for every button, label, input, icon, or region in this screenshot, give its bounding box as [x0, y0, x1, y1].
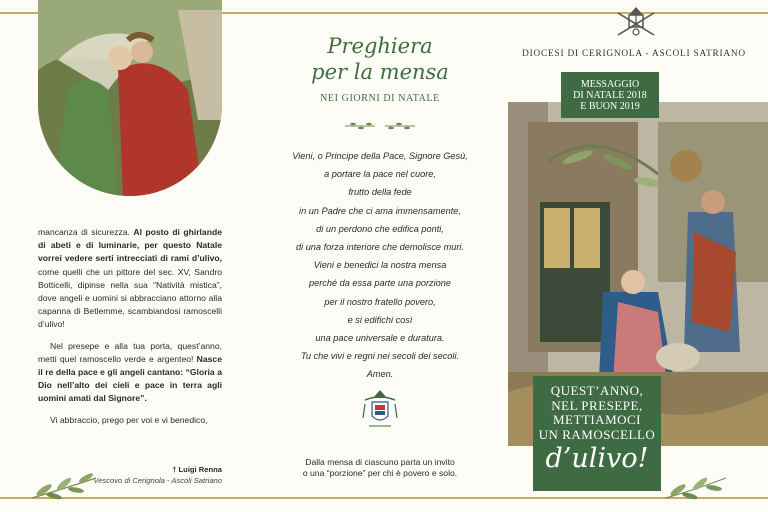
prayer-line: a portare la pace nel cuore,	[324, 169, 436, 180]
christmas-message-box: MESSAGGIO DI NATALE 2018 E BUON 2019	[561, 72, 659, 118]
olive-sprig-left-icon	[30, 472, 100, 502]
prayer-text	[262, 147, 498, 384]
signature-role: Vescovo di Cerignola - Ascoli Satriano	[93, 476, 222, 485]
prayer-title: Preghiera per la mensa	[311, 34, 449, 84]
bottom-gold-line	[0, 497, 768, 499]
prayer-line: e si edifichi così	[347, 314, 413, 325]
prayer-line: Vieni, o Principe della Pace, Signore Gesù,	[292, 151, 468, 161]
signature-name: † Luigi Renna	[172, 465, 222, 474]
bishop-crest-icon	[361, 388, 399, 428]
botticelli-painting	[38, 0, 222, 196]
prayer-line: Vieni e benedici la nostra mensa	[313, 260, 447, 271]
letter-text	[38, 226, 222, 435]
prayer-line: in un Padre che ci ama immensamente,	[299, 205, 461, 216]
slogan-box	[533, 376, 661, 491]
diocese-name: DIOCESI DI CERIGNOLA - ASCOLI SATRIANO	[522, 49, 746, 59]
slogan-line: UN RAMOSCELLO	[538, 426, 656, 442]
prayer-line: di un perdono che edifica ponti,	[316, 223, 444, 234]
prayer-subtitle: NEI GIORNI DI NATALE	[320, 93, 440, 104]
prayer-line: Amen.	[366, 369, 394, 380]
letter-paragraph-3: Vi abbraccio, prego per voi e vi benedico,	[50, 414, 208, 425]
letter-paragraph-1: mancanza di sicurezza. Al posto di ghirlande di abeti e di luminarie, per questo Natale vorrei vedere serti intrecciati di rami d’ulivo, come quelli che un pittore del sec. XV, Sandro Botticelli, dipinse nella sua “Natività mistica”, dove angeli e uomini si abbracciano attorno alla capanna di Betlemme, scambiandosi ramoscelli d’ulivo!	[38, 227, 222, 330]
slogan-line: NEL PRESEPE,	[551, 397, 643, 413]
prayer-line: frutto della fede	[348, 187, 412, 198]
olive-divider-icon	[345, 121, 415, 131]
slogan-script: d’ulivo!	[545, 443, 649, 474]
letter-paragraph-2: Nel presepe e alla tua porta, quest’anno, metti quel ramoscello verde e argenteo! Nasce il re della pace e gli angeli cantano: “Gloria a Dio nell’alto dei cieli e pace in terra agli uomini amati dal Signore”.	[38, 340, 222, 404]
prayer-line: Tu che vivi e regni nei secoli dei secoli.	[300, 351, 460, 362]
diocese-logo-icon	[612, 5, 660, 39]
prayer-line: di una forza interiore che demolisce muri.	[295, 242, 464, 253]
prayer-note: Dalla mensa di ciascuno parta un invito o una “porzione” per chi è povero e solo.	[302, 457, 458, 478]
prayer-line: una pace universale e duratura.	[315, 333, 445, 344]
prayer-line: perché da essa parte una porzione	[309, 278, 451, 289]
prayer-line: per il nostro fratello povero,	[324, 296, 436, 307]
olive-sprig-right-icon	[664, 472, 728, 502]
slogan-line: QUEST’ANNO,	[550, 383, 644, 398]
slogan-line: METTIAMOCI	[552, 412, 642, 427]
